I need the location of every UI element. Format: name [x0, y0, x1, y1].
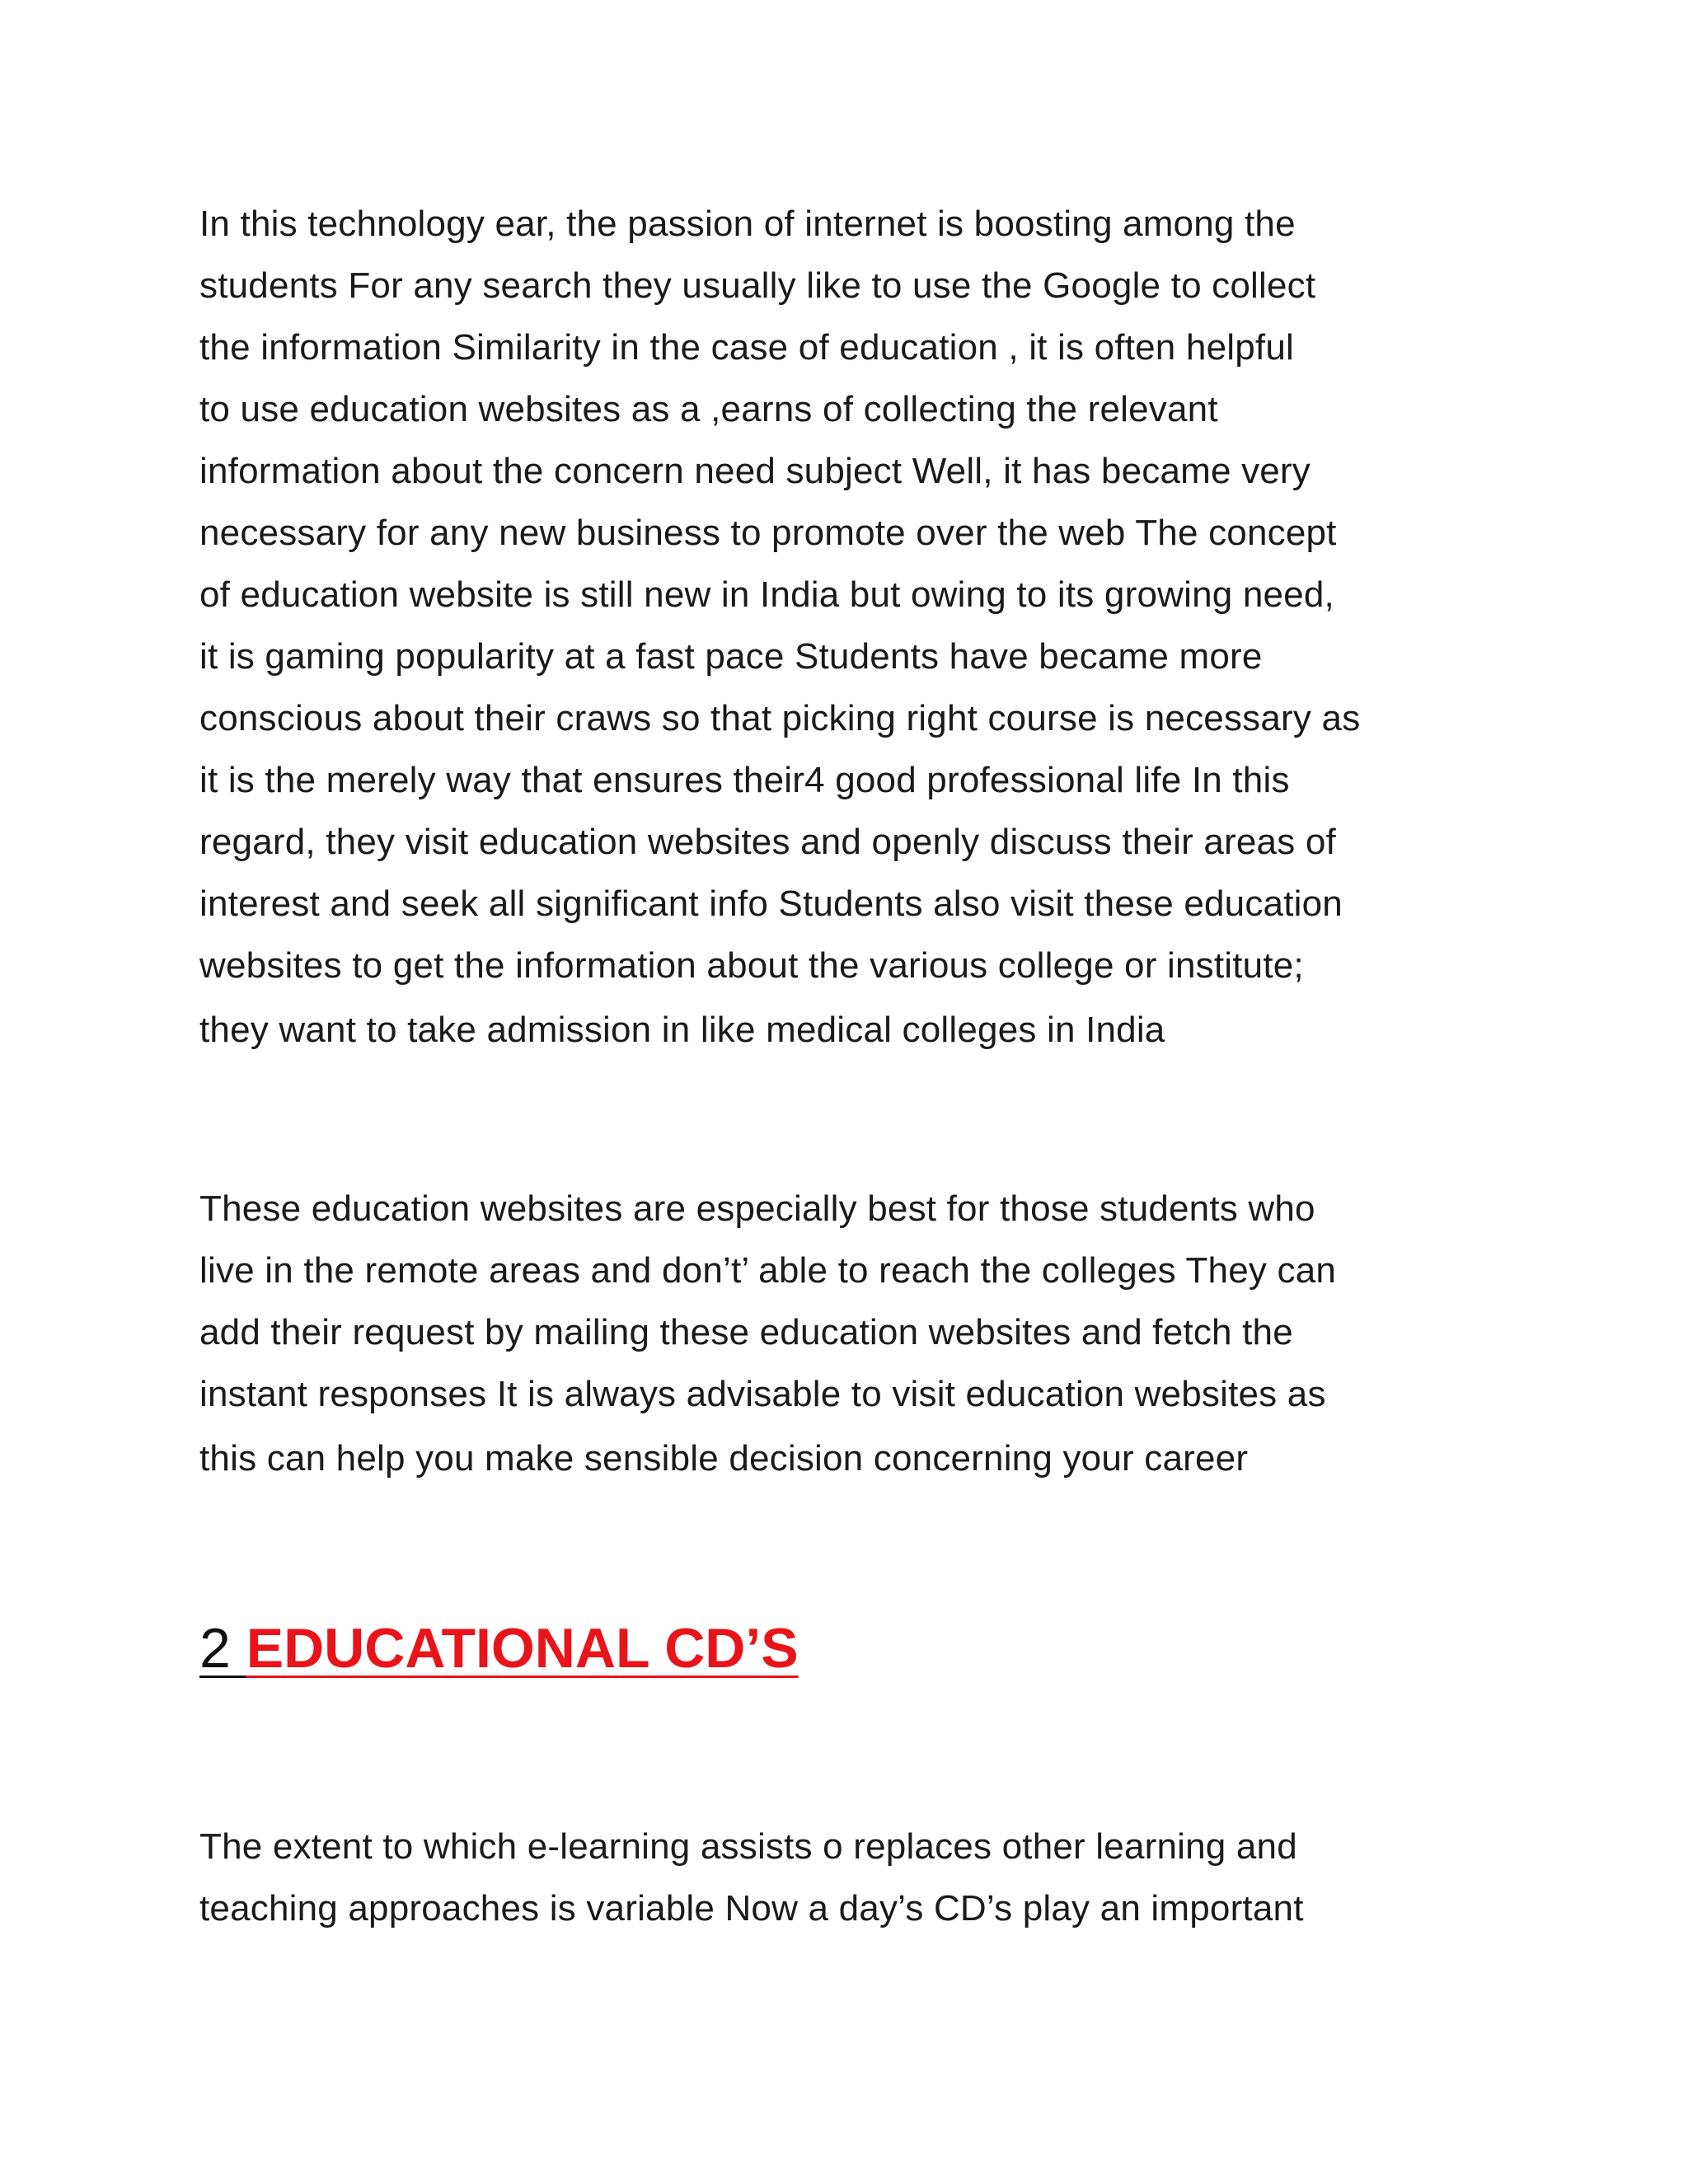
text-line: live in the remote areas and don’t’ able to reach the colleges They can [199, 1250, 1337, 1291]
section-number: 2 [199, 1617, 246, 1680]
text-line: interest and seek all significant info Students also visit these education [199, 883, 1343, 924]
text-line: this can help you make sensible decision concerning your career [199, 1438, 1249, 1479]
text-line: websites to get the information about the various college or institute; [199, 945, 1304, 986]
text-line: the information Similarity in the case of education , it is often helpful [199, 327, 1294, 368]
text-line: it is gaming popularity at a fast pace Students have became more [199, 636, 1263, 677]
text-line: These education websites are especially best for those students who [199, 1188, 1315, 1229]
text-line: it is the merely way that ensures their4 good professional life In this [199, 760, 1290, 800]
text-line: regard, they visit education websites and openly discuss their areas of [199, 822, 1336, 862]
text-line: add their request by mailing these education websites and fetch the [199, 1312, 1293, 1352]
text-line: teaching approaches is variable Now a day’s CD’s play an important [199, 1888, 1304, 1929]
text-line: they want to take admission in like medical colleges in India [199, 1010, 1165, 1050]
text-line: In this technology ear, the passion of internet is boosting among the [199, 204, 1296, 244]
text-line: students For any search they usually like to use the Google to collect [199, 265, 1316, 306]
text-line: necessary for any new business to promote over the web The concept [199, 513, 1337, 553]
section-heading [199, 1615, 799, 1681]
text-line: information about the concern need subject Well, it has became very [199, 451, 1311, 491]
text-line: of education website is still new in India but owing to its growing need, [199, 574, 1334, 615]
text-line: The extent to which e-learning assists o replaces other learning and [199, 1826, 1297, 1867]
text-line: conscious about their craws so that picking right course is necessary as [199, 698, 1361, 738]
text-line: to use education websites as a ,earns of collecting the relevant [199, 389, 1218, 429]
text-line: instant responses It is always advisable to visit education websites as [199, 1374, 1326, 1414]
section-title: EDUCATIONAL CD’S [246, 1617, 799, 1680]
